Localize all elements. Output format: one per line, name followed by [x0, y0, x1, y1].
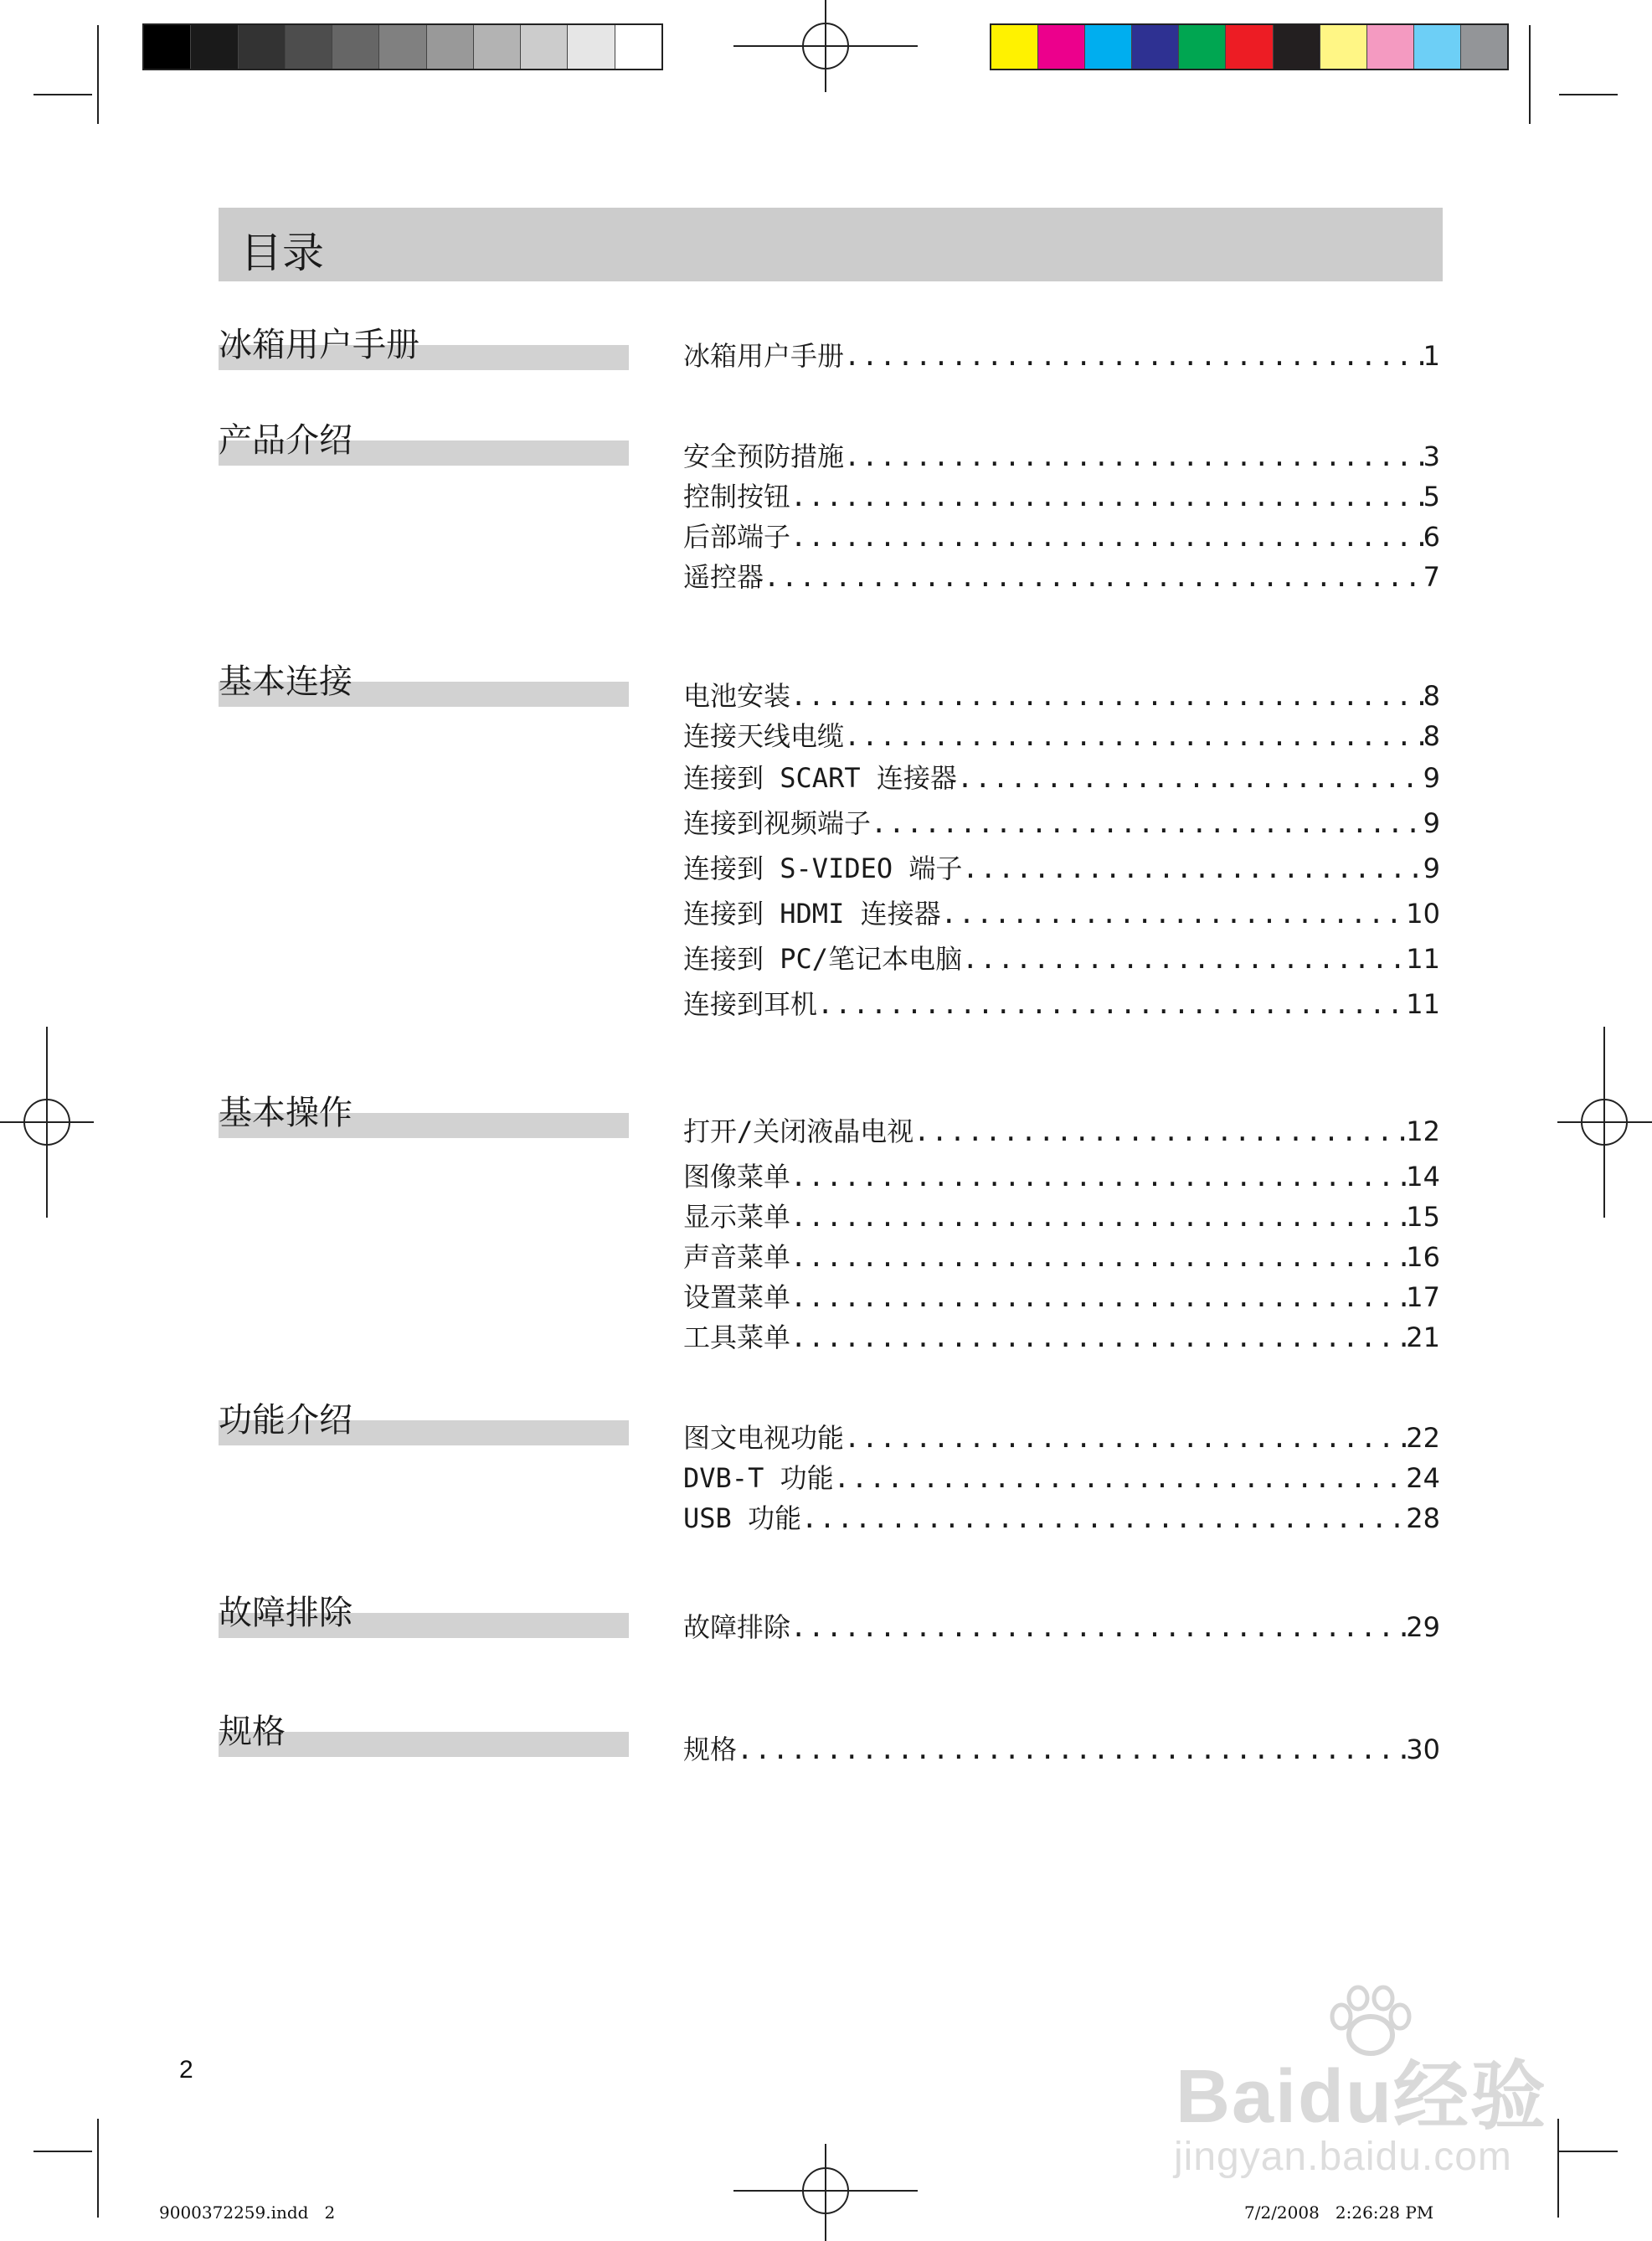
toc-entry-label: 连接到视频端子 [683, 807, 872, 839]
toc-entry-page-number: 9 [1423, 853, 1440, 884]
toc-entry-page-number: 22 [1406, 1422, 1440, 1454]
toc-entry-label: 声音菜单 [683, 1241, 791, 1273]
toc-entry[interactable] [683, 435, 1440, 472]
dot-leader [790, 1321, 1406, 1353]
dot-leader [844, 720, 1423, 752]
toc-entry[interactable] [683, 1196, 1440, 1233]
color-swatch [427, 25, 474, 69]
dot-leader [962, 853, 1423, 884]
toc-entry-label: 连接到 PC/笔记本电脑 [683, 943, 963, 975]
color-swatch [239, 25, 286, 69]
toc-entry[interactable] [683, 938, 1440, 975]
toc-entry-page-number: 11 [1406, 943, 1440, 975]
section-heading: 基本操作 [219, 1094, 353, 1132]
dot-leader [871, 807, 1423, 839]
dot-leader [764, 561, 1423, 593]
color-swatch [1461, 25, 1507, 69]
toc-entry-page-number: 1 [1423, 340, 1440, 372]
toc-entry-label: 显示菜单 [683, 1201, 791, 1233]
toc-entry[interactable] [683, 1728, 1440, 1765]
dot-leader [941, 898, 1407, 930]
toc-entry-page-number: 29 [1406, 1611, 1440, 1643]
toc-entry-page-number: 10 [1406, 898, 1440, 930]
crop-mark [33, 2151, 92, 2152]
color-swatch [521, 25, 568, 69]
section-heading: 功能介绍 [219, 1401, 353, 1440]
dot-leader [962, 943, 1406, 975]
toc-entry-page-number: 5 [1423, 481, 1440, 513]
color-swatch [1038, 25, 1085, 69]
toc-entry-page-number: 9 [1423, 762, 1440, 794]
toc-entry-page-number: 30 [1406, 1734, 1440, 1765]
dot-leader [834, 1462, 1407, 1494]
toc-entry[interactable] [683, 556, 1440, 593]
toc-entry-label: DVB-T 功能 [683, 1462, 834, 1494]
toc-entry-page-number: 17 [1406, 1281, 1440, 1313]
dot-leader [790, 1161, 1406, 1193]
toc-entry[interactable] [683, 1236, 1440, 1273]
color-swatch [1367, 25, 1414, 69]
dot-leader [817, 988, 1406, 1020]
dot-leader [790, 481, 1423, 513]
toc-entry[interactable] [683, 757, 1440, 794]
grayscale-color-bar [142, 23, 663, 70]
section-heading: 故障排除 [219, 1594, 353, 1632]
toc-entry[interactable] [683, 1497, 1440, 1534]
crop-mark [33, 94, 92, 95]
toc-entry-label: 图像菜单 [683, 1161, 791, 1193]
toc-title-band [219, 208, 1443, 281]
color-swatch [991, 25, 1038, 69]
toc-entry[interactable] [683, 1276, 1440, 1313]
toc-entry-page-number: 15 [1406, 1201, 1440, 1233]
cmyk-color-bar [990, 23, 1509, 70]
dot-leader [801, 1502, 1406, 1534]
dot-leader [790, 1281, 1406, 1313]
color-swatch [1226, 25, 1273, 69]
toc-entry-label: 连接天线电缆 [683, 720, 845, 752]
toc-entry[interactable] [683, 802, 1440, 839]
toc-entry-page-number: 11 [1406, 988, 1440, 1020]
section-heading: 基本连接 [219, 662, 353, 701]
color-swatch [1274, 25, 1320, 69]
crop-mark [97, 25, 99, 124]
watermark-brand: Baidu经验 [1176, 2055, 1548, 2139]
toc-entry[interactable] [683, 335, 1440, 372]
toc-entry-label: USB 功能 [683, 1502, 802, 1534]
dot-leader [790, 680, 1423, 712]
toc-entry[interactable] [683, 476, 1440, 513]
toc-entry[interactable] [683, 983, 1440, 1020]
toc-entry-page-number: 12 [1406, 1115, 1440, 1147]
toc-entry-label: 连接到 SCART 连接器 [683, 762, 957, 794]
toc-entry-page-number: 8 [1423, 720, 1440, 752]
color-swatch [474, 25, 521, 69]
page-number: 2 [179, 2056, 193, 2084]
dot-leader [913, 1115, 1406, 1147]
color-swatch [1320, 25, 1367, 69]
toc-entry-page-number: 8 [1423, 680, 1440, 712]
dot-leader [790, 1611, 1406, 1643]
color-swatch [1085, 25, 1132, 69]
dot-leader [844, 340, 1423, 372]
dot-leader [844, 440, 1423, 472]
toc-entry-label: 后部端子 [683, 521, 791, 553]
color-swatch [144, 25, 191, 69]
toc-entry[interactable] [683, 1606, 1440, 1643]
dot-leader [790, 1201, 1406, 1233]
toc-entry-page-number: 7 [1423, 561, 1440, 593]
color-swatch [615, 25, 661, 69]
toc-entry-page-number: 14 [1406, 1161, 1440, 1193]
toc-entry-label: 打开/关闭液晶电视 [683, 1115, 914, 1147]
section-heading: 冰箱用户手册 [219, 326, 419, 364]
toc-entry[interactable] [683, 1110, 1440, 1147]
dot-leader [844, 1422, 1406, 1454]
toc-entry[interactable] [683, 675, 1440, 712]
crop-mark [1559, 2151, 1618, 2152]
toc-entry-label: 故障排除 [683, 1611, 791, 1643]
footer-timestamp: 7/2/2008 2:26:28 PM [1244, 2202, 1434, 2223]
toc-entry-label: 图文电视功能 [683, 1422, 845, 1454]
color-swatch [379, 25, 426, 69]
toc-entry-label: 工具菜单 [683, 1321, 791, 1353]
toc-entry-page-number: 28 [1406, 1502, 1440, 1534]
toc-entry-label: 安全预防措施 [683, 440, 845, 472]
crop-mark [97, 2119, 99, 2218]
crop-mark [1529, 25, 1531, 124]
toc-entry[interactable] [683, 1457, 1440, 1494]
toc-entry-label: 连接到 HDMI 连接器 [683, 898, 941, 930]
toc-entry-label: 规格 [683, 1734, 738, 1765]
toc-entry-page-number: 9 [1423, 807, 1440, 839]
color-swatch [568, 25, 615, 69]
dot-leader [957, 762, 1423, 794]
toc-entry-label: 连接到 S-VIDEO 端子 [683, 853, 963, 884]
toc-entry-label: 设置菜单 [683, 1281, 791, 1313]
section-heading: 产品介绍 [219, 421, 353, 460]
toc-entry[interactable] [683, 1156, 1440, 1193]
toc-entry-page-number: 16 [1406, 1241, 1440, 1273]
toc-entry[interactable] [683, 893, 1440, 930]
color-swatch [286, 25, 332, 69]
toc-entry-label: 电池安装 [683, 680, 791, 712]
color-swatch [332, 25, 379, 69]
toc-entry[interactable] [683, 1316, 1440, 1353]
toc-entry-page-number: 6 [1423, 521, 1440, 553]
color-swatch [1414, 25, 1461, 69]
toc-entry-page-number: 3 [1423, 440, 1440, 472]
toc-entry[interactable] [683, 1417, 1440, 1454]
toc-entry[interactable] [683, 516, 1440, 553]
toc-entry-label: 控制按钮 [683, 481, 791, 513]
dot-leader [737, 1734, 1406, 1765]
toc-entry[interactable] [683, 715, 1440, 752]
color-swatch [191, 25, 238, 69]
dot-leader [790, 1241, 1406, 1273]
toc-entry[interactable] [683, 847, 1440, 884]
crop-mark [1559, 94, 1618, 95]
toc-entry-page-number: 21 [1406, 1321, 1440, 1353]
toc-entry-label: 冰箱用户手册 [683, 340, 845, 372]
watermark-url: jingyan.baidu.com [1174, 2135, 1512, 2179]
page-title: 目录 [240, 229, 324, 277]
color-swatch [1132, 25, 1179, 69]
toc-entry-page-number: 24 [1406, 1462, 1440, 1494]
footer-filename: 9000372259.indd 2 [159, 2202, 336, 2223]
baidu-watermark [1166, 1985, 1567, 2177]
dot-leader [790, 521, 1423, 553]
toc-entry-label: 连接到耳机 [683, 988, 818, 1020]
toc-entry-label: 遥控器 [683, 561, 764, 593]
color-swatch [1179, 25, 1226, 69]
section-heading: 规格 [219, 1713, 286, 1751]
